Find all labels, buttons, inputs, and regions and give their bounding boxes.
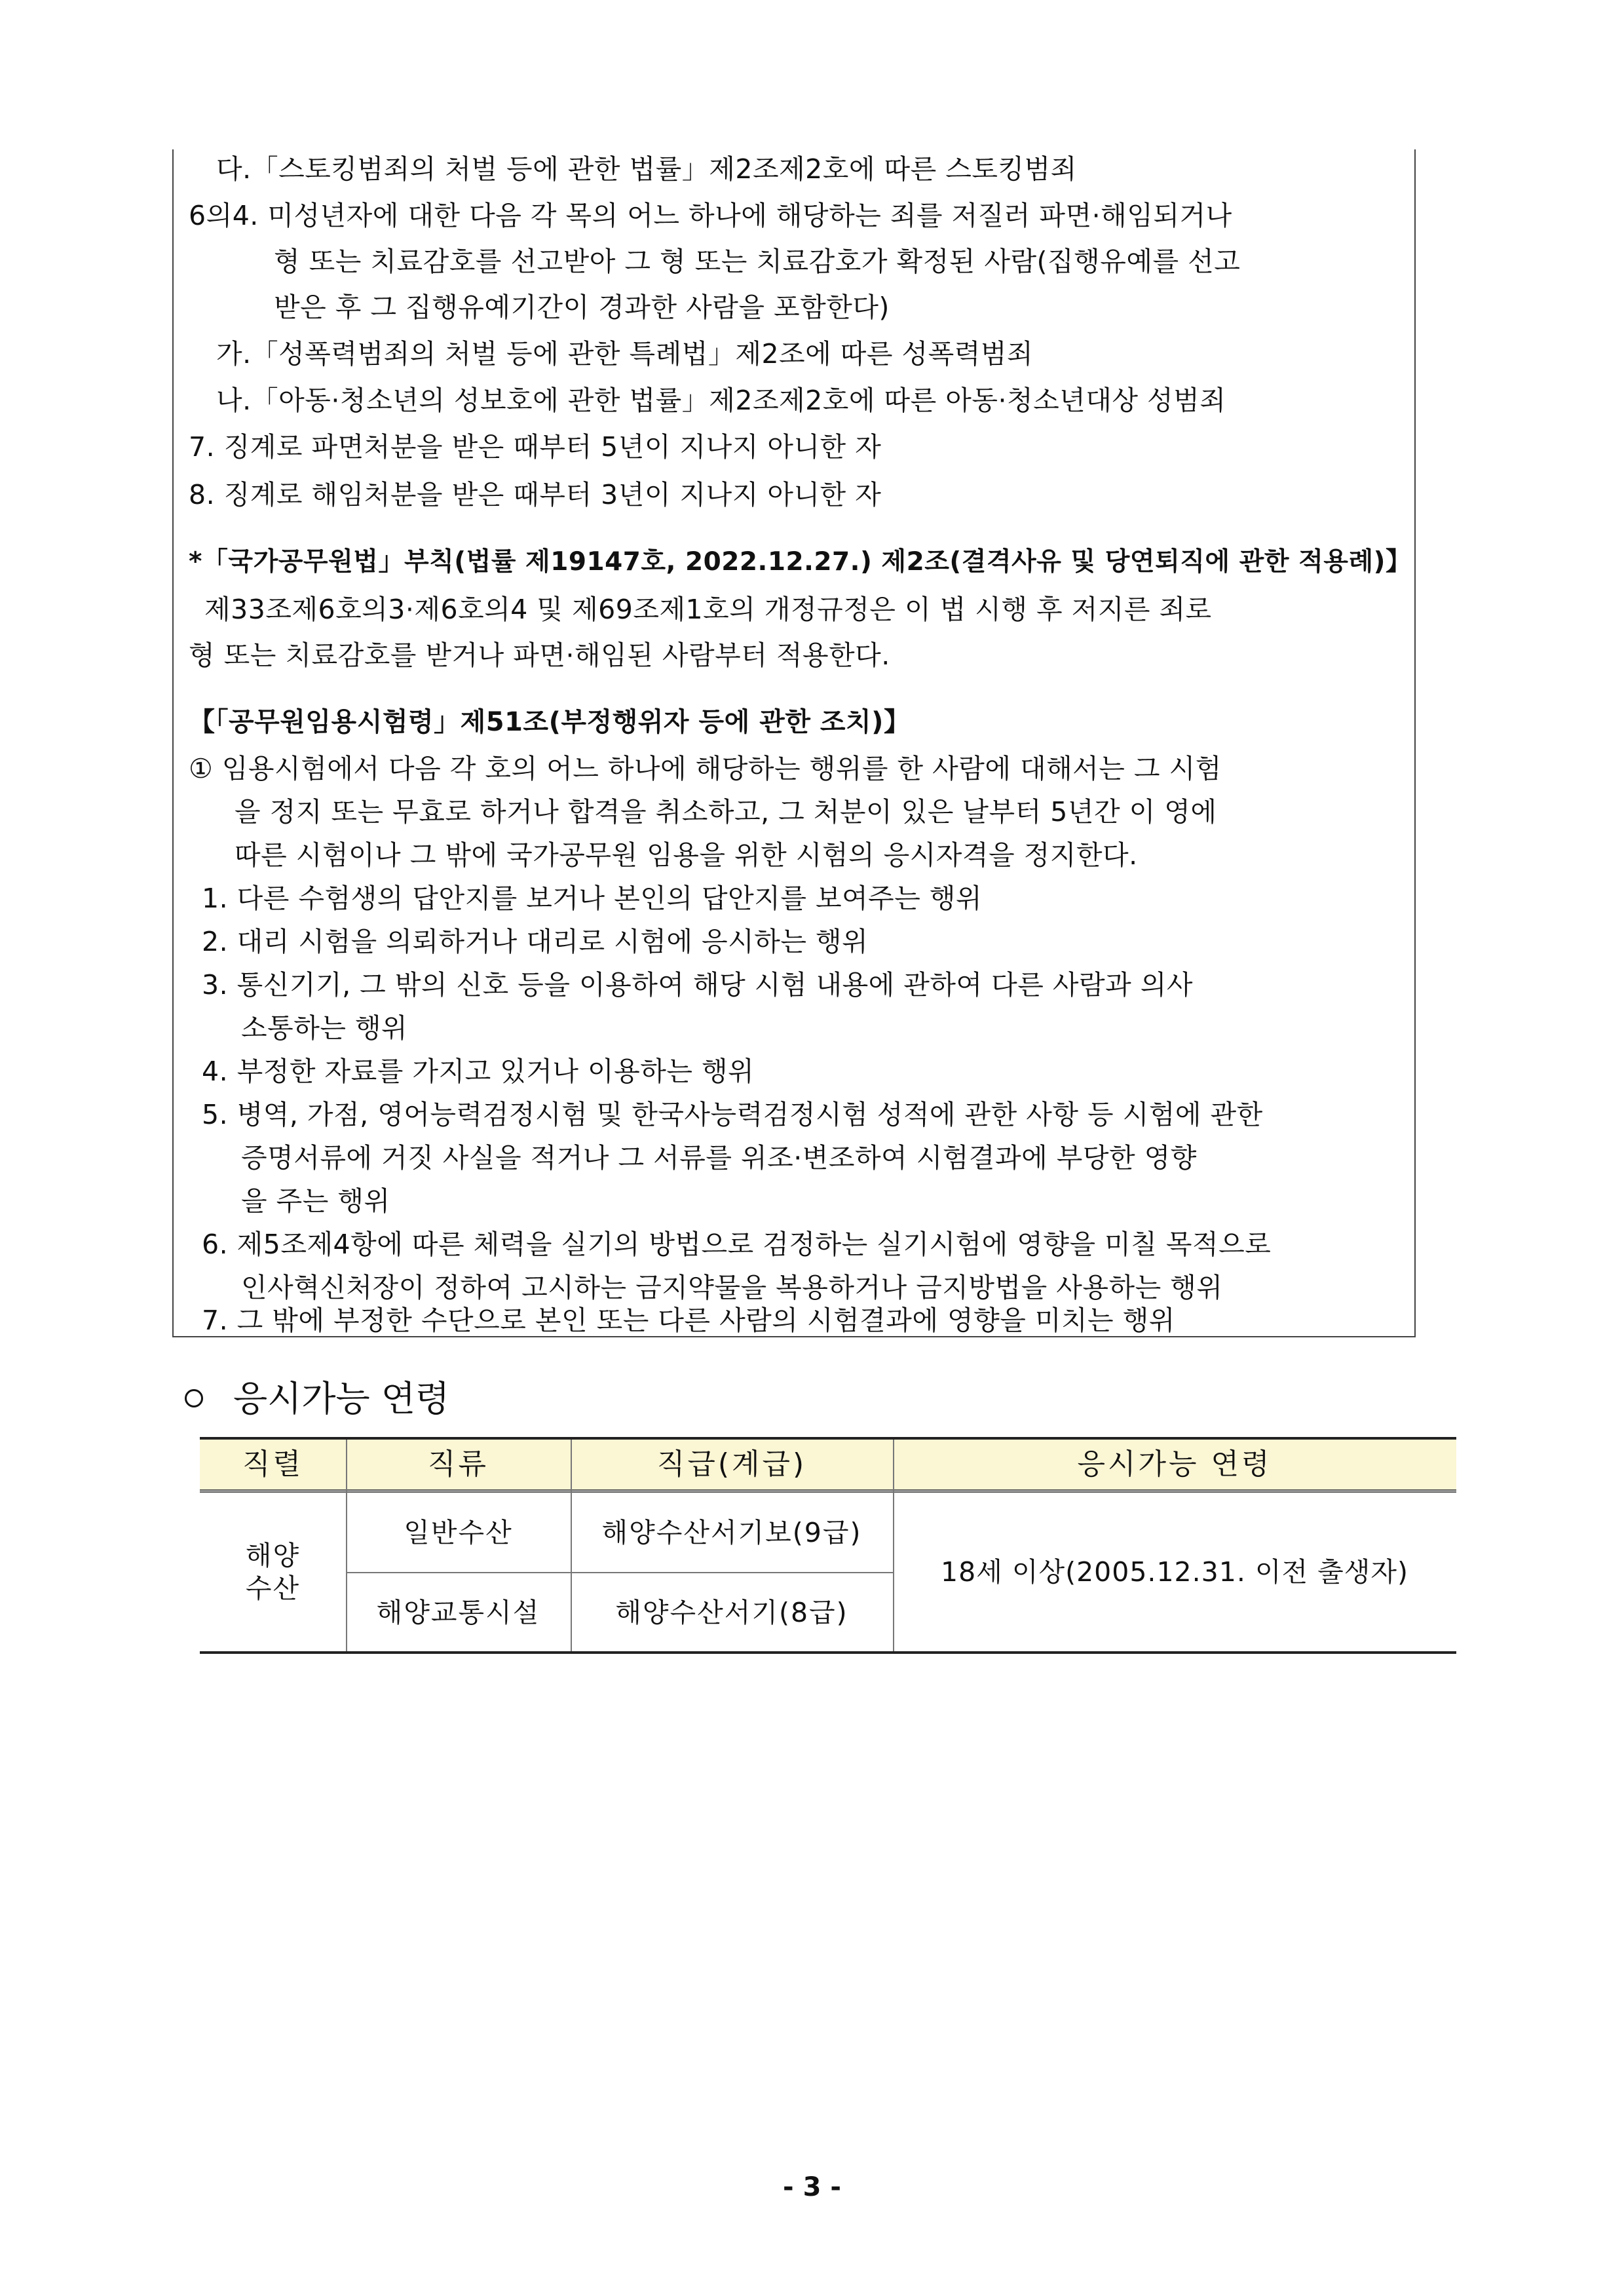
decree-title: 【「공무원임용시험령」제51조(부정행위자 등에 관한 조치)】 xyxy=(189,707,911,737)
decree-item-5-cont-1: 증명서류에 거짓 사실을 적거나 그 서류를 위조·변조하여 시험결과에 부당한 영향 xyxy=(241,1142,1197,1174)
supplement-line-1: 제33조제6호의3·제6호의4 및 제69조제1호의 개정규정은 이 법 시행 후 저지른 죄로 xyxy=(204,594,1212,625)
header-age: 응시가능 연령 xyxy=(1077,1447,1272,1481)
cell-class-row1: 일반수산 xyxy=(404,1516,513,1548)
decree-item-7: 7. 그 밖에 부정한 수단으로 본인 또는 다른 사람의 시험결과에 영향을 미치는 행위 xyxy=(202,1305,1175,1336)
decree-item-1: 1. 다른 수험생의 답안지를 보거나 본인의 답안지를 보여주는 행위 xyxy=(202,883,983,914)
item-da-stalking: 다.「스토킹범죄의 처벌 등에 관한 법률」제2조제2호에 따른 스토킹범죄 xyxy=(216,153,1077,185)
decree-item-2: 2. 대리 시험을 의뢰하거나 대리로 시험에 응시하는 행위 xyxy=(202,926,869,957)
cell-grade-row1: 해양수산서기보(9급) xyxy=(601,1516,862,1548)
header-series: 직렬 xyxy=(242,1447,303,1481)
cell-grade-row2: 해양수산서기(8급) xyxy=(615,1596,848,1628)
header-grade: 직급(계급) xyxy=(656,1447,807,1481)
item-8-removal: 8. 징계로 해임처분을 받은 때부터 3년이 지나지 아니한 자 xyxy=(189,479,882,510)
item-6-4-cont-1: 형 또는 치료감호를 선고받아 그 형 또는 치료감호가 확정된 사람(집행유예를 선고 xyxy=(274,246,1241,277)
decree-item-5: 5. 병역, 가점, 영어능력검정시험 및 한국사능력검정시험 성적에 관한 사항 등 시험에 관한 xyxy=(202,1099,1263,1130)
decree-item-3: 3. 통신기기, 그 밖의 신호 등을 이용하여 해당 시험 내용에 관하여 다른 사람과 의사 xyxy=(202,969,1193,1001)
decree-para-1-cont-1: 을 정지 또는 무효로 하거나 합격을 취소하고, 그 처분이 있은 날부터 5년간 이 영에 xyxy=(235,796,1217,828)
cell-age: 18세 이상(2005.12.31. 이전 출생자) xyxy=(941,1556,1408,1588)
decree-para-1: ① 임용시험에서 다음 각 호의 어느 하나에 해당하는 행위를 한 사람에 대해서는 그 시험 xyxy=(189,753,1222,784)
item-ga-sexual-violence: 가.「성폭력범죄의 처벌 등에 관한 특례법」제2조에 따른 성폭력범죄 xyxy=(216,338,1034,370)
header-class: 직류 xyxy=(427,1447,489,1481)
decree-item-6: 6. 제5조제4항에 따른 체력을 실기의 방법으로 검정하는 실기시험에 영향을 미칠 목적으로 xyxy=(202,1229,1272,1260)
item-7-dismissal: 7. 징계로 파면처분을 받은 때부터 5년이 지나지 아니한 자 xyxy=(189,431,882,463)
cell-class-row2: 해양교통시설 xyxy=(376,1596,540,1628)
decree-item-4: 4. 부정한 자료를 가지고 있거나 이용하는 행위 xyxy=(202,1056,755,1087)
section-title: 응시가능 연령 xyxy=(233,1378,450,1419)
circle-bullet-icon xyxy=(185,1389,203,1407)
supplement-title: *「국가공무원법」부칙(법률 제19147호, 2022.12.27.) 제2조(결격사유 및 당연퇴직에 관한 적용례)】 xyxy=(189,547,1412,577)
page-number: - 3 - xyxy=(783,2172,841,2202)
decree-item-6-cont: 인사혁신처장이 정하여 고시하는 금지약물을 복용하거나 금지방법을 사용하는 행위 xyxy=(241,1272,1223,1303)
item-6-4-cont-2: 받은 후 그 집행유예기간이 경과한 사람을 포함한다) xyxy=(274,292,890,323)
item-na-youth: 나.「아동·청소년의 성보호에 관한 법률」제2조제2호에 따른 아동·청소년대상 성범죄 xyxy=(216,385,1226,416)
item-6-4: 6의4. 미성년자에 대한 다음 각 목의 어느 하나에 해당하는 죄를 저질러 파면·해임되거나 xyxy=(189,200,1232,231)
cell-series: 해양 수산 xyxy=(245,1540,301,1604)
decree-item-5-cont-2: 을 주는 행위 xyxy=(241,1185,390,1217)
supplement-line-2: 형 또는 치료감호를 받거나 파면·해임된 사람부터 적용한다. xyxy=(189,640,890,671)
section-heading xyxy=(185,1376,449,1422)
age-eligibility-table xyxy=(200,1437,1456,1655)
decree-para-1-cont-2: 따른 시험이나 그 밖에 국가공무원 임용을 위한 시험의 응시자격을 정지한다. xyxy=(235,839,1138,871)
decree-item-3-cont: 소통하는 행위 xyxy=(241,1012,408,1044)
